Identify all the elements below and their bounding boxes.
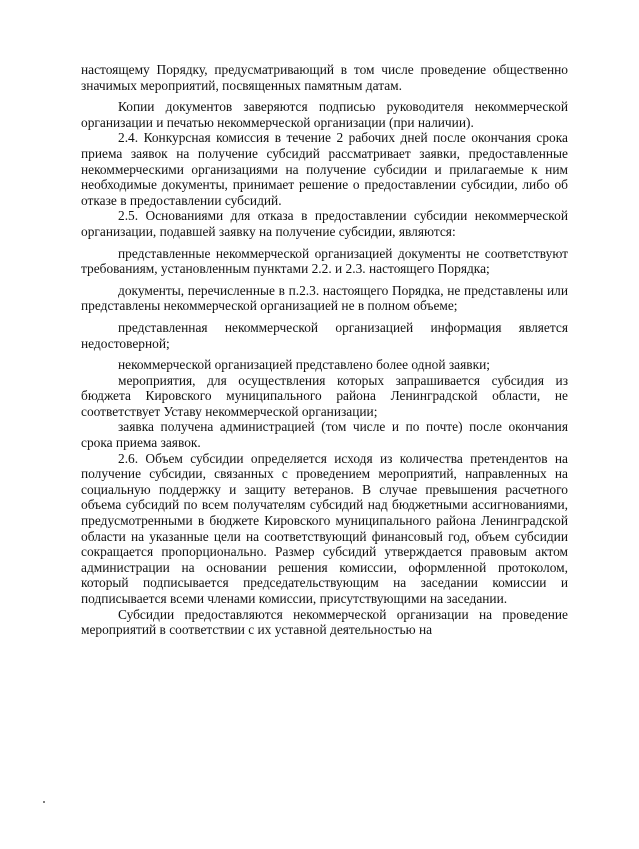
paragraph-copies-certification: Копии документов заверяются подписью руководителя некоммерческой организации и печатью некоммерческой организации (при наличии). [81,99,568,130]
paragraph-clause-2-5: 2.5. Основаниями для отказа в предоставлении субсидии некоммерческой организации, подавшей заявку на получение субсидии, являются: [81,208,568,239]
paragraph-subsidy-purpose: Субсидии предоставляются некоммерческой организации на проведение мероприятий в соответствии с их уставной деятельностью на [81,606,568,638]
refusal-ground-false-info: представленная некоммерческой организацией информация является недостоверной; [81,319,568,351]
scan-artifact-dot [43,801,45,803]
paragraph-clause-2-6: 2.6. Объем субсидии определяется исходя из количества претендентов на получение субсидии, связанных с проведением мероприятий, направленных на социальную поддержку и защиту ветеранов. В случае превышения расчетного объема субсидий по всем получателям субсидий над бюджетными ассигнованиями, предусмотренными в бюджете Кировского муниципального района Ленинградской области на указанные цели на соответствующий финансовый год, объем субсидии сокращается пропорционально. Размер субсидий утверждается правовым актом администрации на основании решения комиссии, оформленной протоколом, который подписывается председательствующим на заседании комиссии и подписывается всеми членами комиссии, присутствующими на заседании. [81,450,568,606]
refusal-ground-multiple-applications: некоммерческой организацией представлено более одной заявки; [118,357,490,373]
refusal-ground-charter-mismatch: мероприятия, для осуществления которых запрашивается субсидия из бюджета Кировского муниципального района Ленинградской области, не соответствует Уставу некоммерческой организации; [81,372,568,419]
refusal-ground-late-application: заявка получена администрацией (том числе и по почте) после окончания срока приема заявок. [81,419,568,451]
refusal-ground-incomplete-docs: документы, перечисленные в п.2.3. настоящего Порядка, не представлены или представлены некоммерческой организацией не в полном объеме; [81,282,568,314]
paragraph-clause-2-4: 2.4. Конкурсная комиссия в течение 2 рабочих дней после окончания срока приема заявок на получение субсидий рассматривает заявки, предоставленные некоммерческими организациями на получение субсидии и прилагаемые к ним необходимые документы, принимает решение о предоставлении субсидии, либо об отказе в предоставлении субсидий. [81,130,568,208]
document-body [81,62,568,638]
refusal-ground-requirements: представленные некоммерческой организацией документы не соответствуют требованиям, установленным пунктами 2.2. и 2.3. настоящего Порядка; [81,245,568,277]
paragraph-continuation: настоящему Порядку, предусматривающий в том числе проведение общественно значимых мероприятий, посвященных памятным датам. [81,62,568,93]
